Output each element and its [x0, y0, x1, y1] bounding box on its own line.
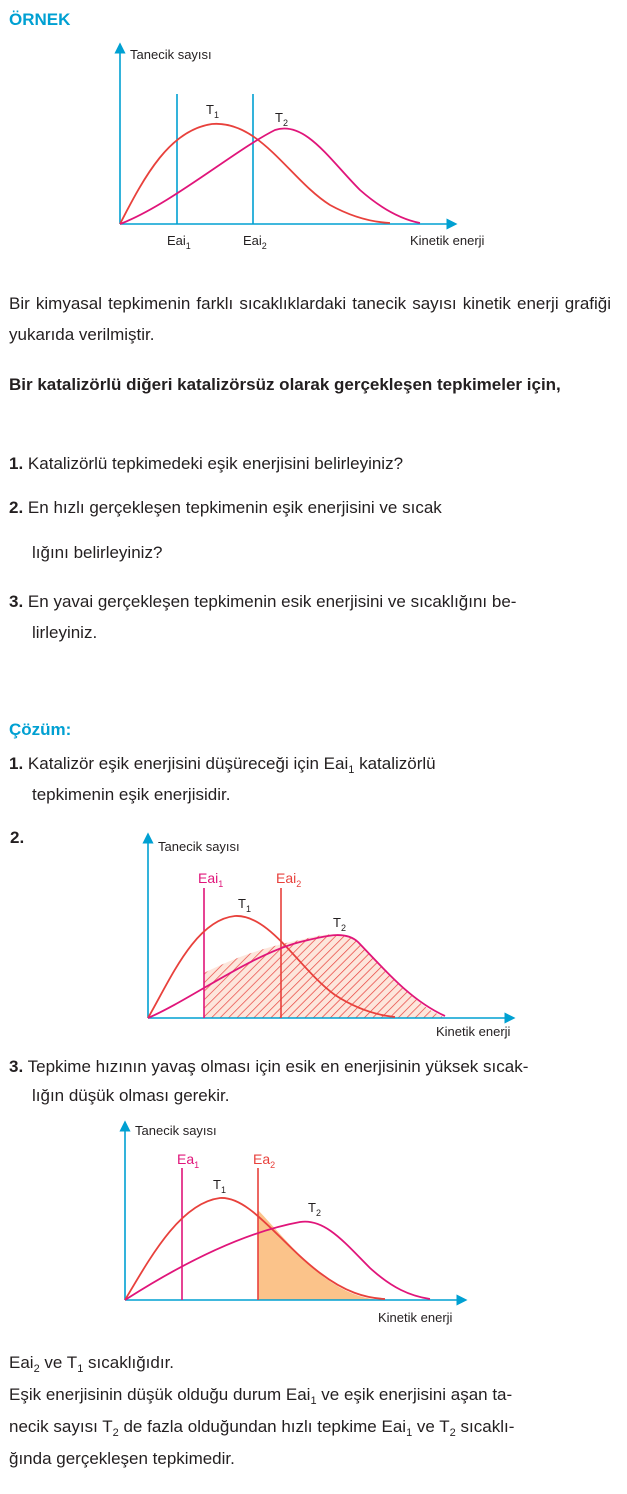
question-number: 1. — [9, 454, 24, 473]
t1-label: $T_1$ — [206, 102, 219, 120]
ea2-label: $Ea_2$ — [253, 1151, 276, 1170]
intro-paragraph: Bir kimyasal tepkimenin farklı sıcaklıklardaki tanecik sayısı kinetik enerji grafiği yukarıda verilmiştir. — [9, 294, 611, 344]
t1-label: $T_1$ — [238, 896, 251, 914]
answer-text: katalizörlü — [354, 754, 436, 773]
y-axis-label: Tanecik sayısı — [130, 47, 212, 62]
question-1 — [9, 448, 611, 479]
t2-curve — [120, 128, 420, 224]
text: Eai — [9, 1353, 34, 1372]
answer-1 — [9, 748, 611, 779]
text: sıcaklığıdır. — [83, 1353, 175, 1372]
x-axis-label: Kinetik enerji — [410, 233, 485, 248]
t1-label: $T_1$ — [213, 1177, 226, 1195]
text: Eşik enerjisinin düşük olduğu durum Eai — [9, 1385, 311, 1404]
x-axis-label: Kinetik enerji — [436, 1024, 511, 1039]
ea1-label: $Ea_1$ — [177, 1151, 200, 1170]
graph-2 — [0, 830, 627, 1045]
text: ve T — [39, 1353, 78, 1372]
t1-curve — [120, 124, 390, 224]
subscript: 2 — [33, 1363, 40, 1375]
question-text: En hızlı gerçekleşen tepkimenin eşik enerjisini ve sıcak — [27, 498, 442, 517]
answer-3-cont: lığın düşük olması gerekir. — [32, 1086, 230, 1105]
answer-text: Tepkime hızının yavaş olması için esik en enerjisinin yüksek sıcak- — [27, 1057, 529, 1076]
answer-number: 1. — [9, 754, 24, 773]
question-2 — [9, 492, 611, 523]
t2-label: $T_2$ — [308, 1200, 321, 1218]
question-3-cont: lirleyiniz. — [32, 623, 98, 642]
x-axis-label: Kinetik enerji — [378, 1310, 453, 1325]
question-2-cont: lığını belirleyiniz? — [32, 543, 163, 562]
text: necik sayısı T — [9, 1417, 113, 1436]
answer-3 — [9, 1051, 611, 1082]
subscript: 1 — [406, 1427, 413, 1439]
conclusion-line-1 — [9, 1347, 611, 1378]
question-text: En yavai gerçekleşen tepkimenin esik enerjisini ve sıcaklığını be- — [27, 592, 517, 611]
t1-curve — [125, 1198, 385, 1300]
question-intro: Bir katalizörlü diğeri katalizörsüz olarak gerçekleşen tepkimeler için, — [9, 375, 561, 394]
text: ve T — [412, 1417, 450, 1436]
subscript: 1 — [348, 764, 355, 776]
subscript: 2 — [449, 1427, 456, 1439]
subscript: 1 — [310, 1395, 317, 1407]
t2-label: $T_2$ — [333, 915, 346, 933]
text: sıcaklı- — [455, 1417, 515, 1436]
graph-1 — [0, 40, 627, 255]
subscript: 2 — [112, 1427, 119, 1439]
subscript: 1 — [77, 1363, 84, 1375]
answer-2-number: 2. — [10, 828, 25, 847]
text: ve eşik enerjisini aşan ta- — [316, 1385, 513, 1404]
t2-label: $T_2$ — [275, 110, 288, 128]
question-3 — [9, 586, 611, 617]
conclusion-line-4: ğında gerçekleşen tepkimedir. — [9, 1449, 235, 1468]
cozum-heading: Çözüm: — [9, 720, 72, 739]
conclusion-line-3 — [9, 1411, 611, 1442]
ornek-heading: ÖRNEK — [9, 10, 71, 29]
eai1-label: Eai$_1$ — [167, 233, 191, 251]
graph-3 — [0, 1118, 627, 1333]
conclusion-line-2 — [9, 1379, 611, 1410]
answer-1-cont: tepkimenin eşik enerjisidir. — [32, 785, 231, 804]
eai2-label: Eai$_2$ — [276, 870, 302, 889]
answer-number: 3. — [9, 1057, 24, 1076]
y-axis-label: Tanecik sayısı — [158, 839, 240, 854]
hatched-area — [204, 934, 445, 1018]
eai1-label: Eai$_1$ — [198, 870, 224, 889]
y-axis-label: Tanecik sayısı — [135, 1123, 217, 1138]
question-number: 2. — [9, 498, 24, 517]
question-number: 3. — [9, 592, 24, 611]
text: de fazla olduğundan hızlı tepkime Eai — [118, 1417, 407, 1436]
eai2-label: Eai$_2$ — [243, 233, 267, 251]
answer-text: Katalizör eşik enerjisini düşüreceği için Eai — [27, 754, 349, 773]
question-text: Katalizörlü tepkimedeki eşik enerjisini belirleyiniz? — [27, 454, 404, 473]
